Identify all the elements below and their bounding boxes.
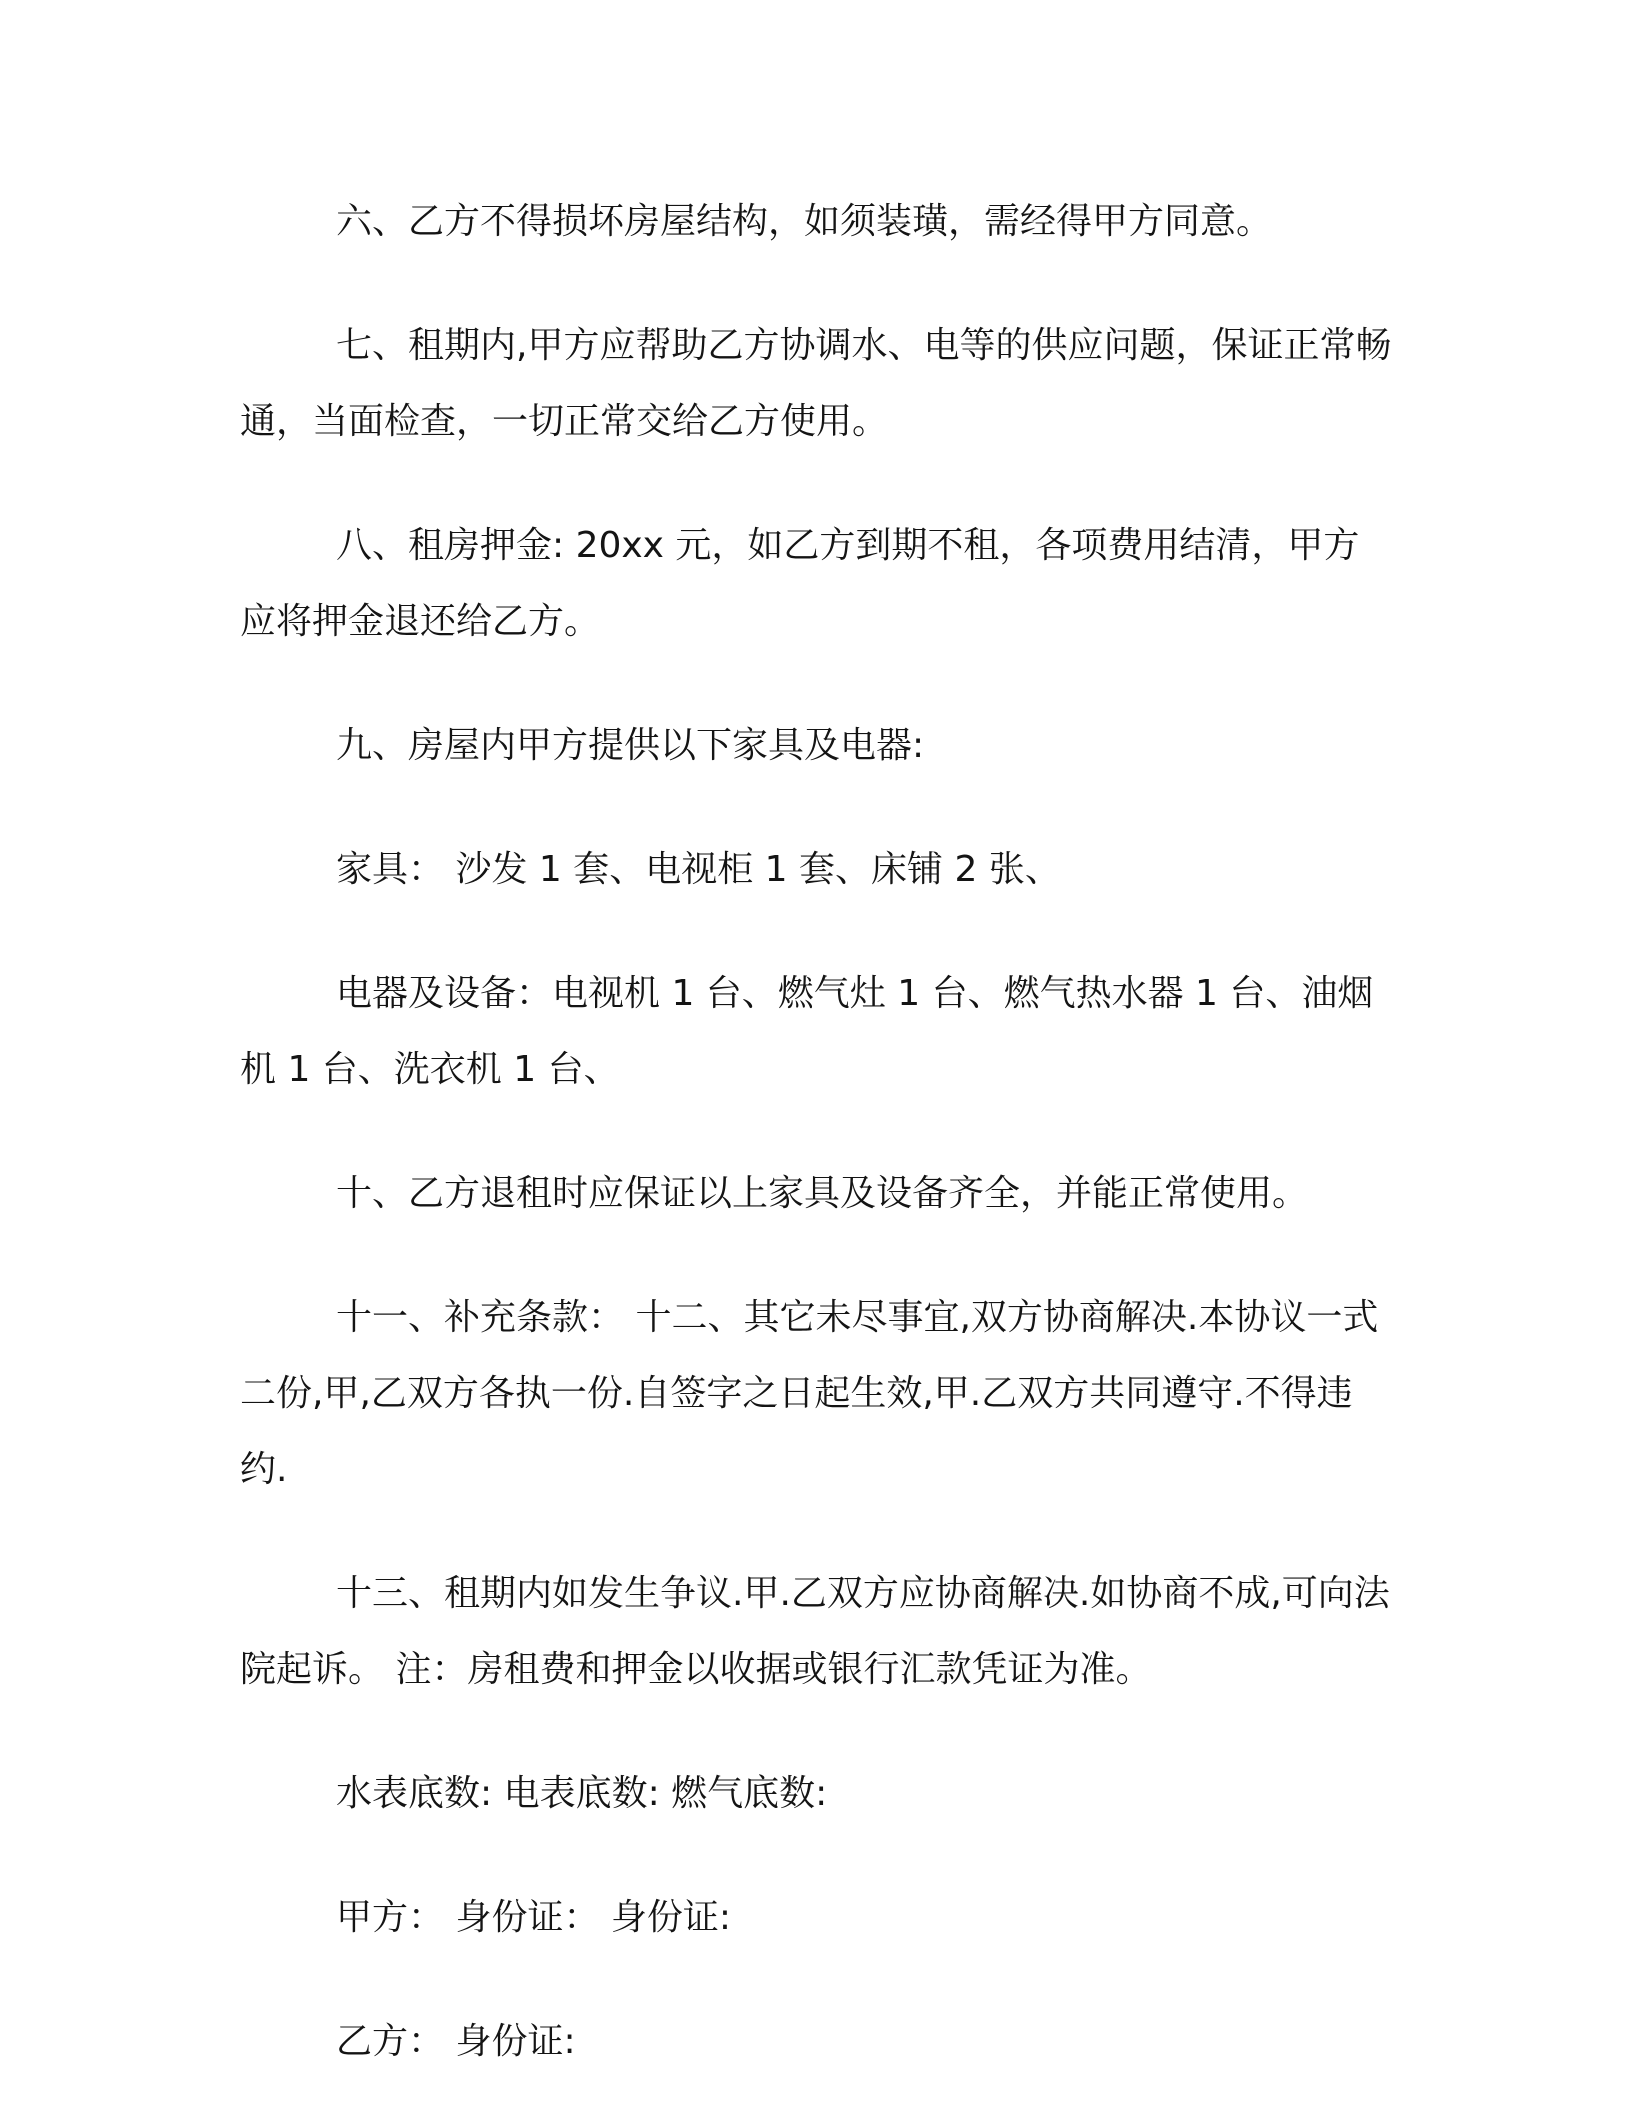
meter-readings: 水表底数: 电表底数: 燃气底数: (336, 1773, 828, 1814)
appliance-list: 电器及设备：电视机 1 台、燃气灶 1 台、燃气热水器 1 台、油烟机 1 台、洗衣机 1 台、 (240, 973, 1374, 1090)
clause-9: 九、房屋内甲方提供以下家具及电器: (336, 725, 925, 766)
clause-10: 十、乙方退租时应保证以上家具及设备齐全，并能正常使用。 (336, 1173, 1309, 1214)
document-body (240, 184, 1392, 2128)
party-a-signature: 甲方： 身份证： 身份证: (336, 1897, 732, 1938)
clause-11-12: 十一、补充条款： 十二、其它未尽事宜,双方协商解决.本协议一式二份,甲,乙双方各执一份.自签字之日起生效,甲.乙双方共同遵守.不得违约. (240, 1297, 1379, 1490)
clause-8: 八、租房押金: 20xx 元，如乙方到期不租，各项费用结清，甲方应将押金退还给乙方。 (240, 525, 1360, 642)
party-b-signature: 乙方： 身份证: (336, 2021, 576, 2062)
clause-6: 六、乙方不得损坏房屋结构，如须装璜，需经得甲方同意。 (336, 201, 1273, 242)
furniture-list: 家具： 沙发 1 套、电视柜 1 套、床铺 2 张、 (336, 849, 1061, 890)
clause-7: 七、租期内,甲方应帮助乙方协调水、电等的供应问题，保证正常畅通，当面检查，一切正常交给乙方使用。 (240, 325, 1392, 442)
clause-13: 十三、租期内如发生争议.甲.乙双方应协商解决.如协商不成,可向法院起诉。 注：房租费和押金以收据或银行汇款凭证为准。 (240, 1573, 1390, 1690)
